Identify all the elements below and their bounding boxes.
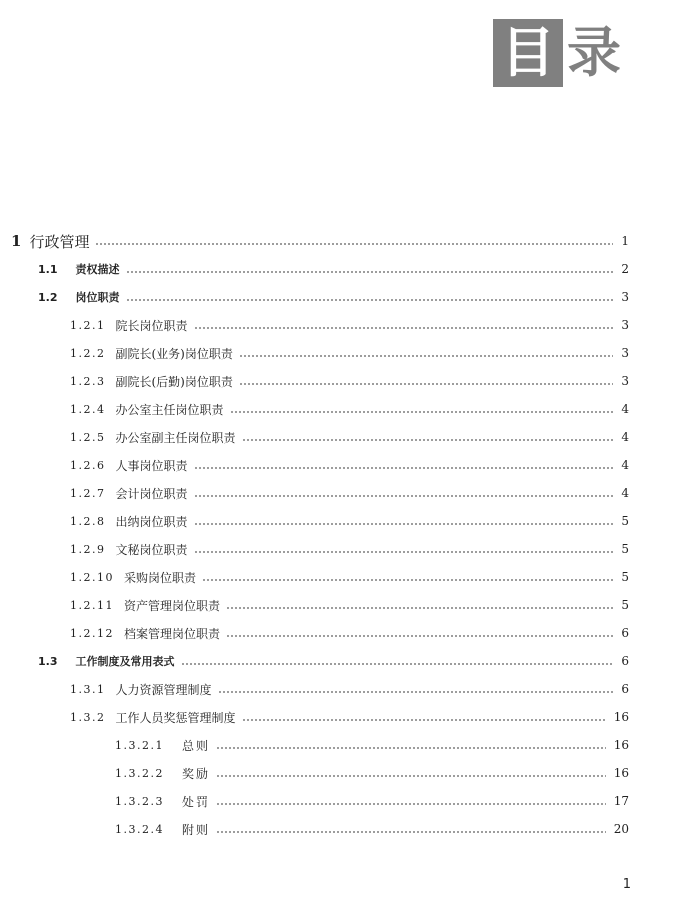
toc-entry-page: 16 xyxy=(613,766,629,780)
toc-entry[interactable] xyxy=(70,396,629,422)
toc-dot-leader xyxy=(242,439,613,441)
toc-entry-number: 1.2.9 xyxy=(70,542,106,556)
toc-entry[interactable] xyxy=(11,228,629,254)
toc-entry[interactable] xyxy=(38,648,629,674)
toc-entry[interactable] xyxy=(70,592,629,618)
toc-dot-leader xyxy=(194,523,613,525)
toc-entry-page: 6 xyxy=(621,626,629,640)
toc-entry-page: 3 xyxy=(621,374,629,388)
toc-entry-page: 1 xyxy=(621,234,629,248)
toc-entry[interactable] xyxy=(115,732,629,758)
toc-entry-number: 1.3.1 xyxy=(70,682,106,696)
toc-dot-leader xyxy=(216,775,606,777)
toc-entry-number: 1.2.7 xyxy=(70,486,106,500)
toc-entry[interactable] xyxy=(70,620,629,646)
toc-entry-number: 1.2.12 xyxy=(70,626,114,640)
toc-entry-page: 16 xyxy=(613,738,629,752)
toc-entry-title: 出纳岗位职责 xyxy=(115,514,188,529)
toc-entry[interactable] xyxy=(38,256,629,282)
toc-entry-title: 会计岗位职责 xyxy=(115,486,188,501)
toc-entry[interactable] xyxy=(38,284,629,310)
toc-entry-number: 1.2 xyxy=(38,290,58,304)
toc-entry-page: 4 xyxy=(621,402,629,416)
toc-entry-title: 行政管理 xyxy=(29,232,90,251)
toc-dot-leader xyxy=(194,551,613,553)
toc-entry[interactable] xyxy=(70,452,629,478)
toc-entry-title: 文秘岗位职责 xyxy=(115,542,188,557)
toc-title-boxed-char: 目 xyxy=(493,19,563,87)
toc-entry-title: 附则 xyxy=(181,822,210,837)
toc-entry-page: 3 xyxy=(621,318,629,332)
toc-entry-title: 总则 xyxy=(181,738,210,753)
toc-entry-number: 1.2.11 xyxy=(70,598,114,612)
toc-dot-leader xyxy=(230,411,613,413)
toc-entry-number: 1.2.3 xyxy=(70,374,106,388)
toc-entry[interactable] xyxy=(70,508,629,534)
toc-entry-number: 1.3.2.4 xyxy=(115,822,164,836)
toc-entry-title: 办公室副主任岗位职责 xyxy=(115,430,236,445)
toc-entry-number: 1.2.4 xyxy=(70,402,106,416)
toc-entry-page: 5 xyxy=(621,514,629,528)
toc-entry-title: 资产管理岗位职责 xyxy=(124,598,221,613)
toc-entry[interactable] xyxy=(70,564,629,590)
toc-entry-page: 5 xyxy=(621,570,629,584)
toc-entry-number: 1.1 xyxy=(38,262,58,276)
toc-entry-title: 副院长(业务)岗位职责 xyxy=(115,346,233,361)
toc-entry-title: 办公室主任岗位职责 xyxy=(115,402,224,417)
toc-entry[interactable] xyxy=(70,312,629,338)
toc-entry-number: 1.2.2 xyxy=(70,346,106,360)
toc-dot-leader xyxy=(194,495,613,497)
toc-entry-number: 1.3.2 xyxy=(70,710,106,724)
toc-entry-title: 责权描述 xyxy=(75,263,120,276)
toc-entry-number: 1 xyxy=(11,232,22,250)
toc-entry-title: 人事岗位职责 xyxy=(115,458,188,473)
toc-entry-title: 工作制度及常用表式 xyxy=(75,655,175,668)
toc-entry-page: 4 xyxy=(621,486,629,500)
toc-dot-leader xyxy=(218,691,613,693)
toc-entry-number: 1.3 xyxy=(38,654,58,668)
toc-entry-number: 1.3.2.3 xyxy=(115,794,164,808)
toc-entry-number: 1.2.8 xyxy=(70,514,106,528)
toc-dot-leader xyxy=(194,327,613,329)
toc-entry-page: 4 xyxy=(621,458,629,472)
toc-entry[interactable] xyxy=(70,340,629,366)
toc-dot-leader xyxy=(216,803,606,805)
toc-entry-title: 院长岗位职责 xyxy=(115,318,188,333)
toc-entry[interactable] xyxy=(115,760,629,786)
toc-entry[interactable] xyxy=(70,676,629,702)
toc-entry-page: 4 xyxy=(621,430,629,444)
toc-entry-page: 6 xyxy=(621,654,629,668)
toc-dot-leader xyxy=(226,607,613,609)
toc-entry[interactable] xyxy=(70,480,629,506)
toc-entry-page: 5 xyxy=(621,542,629,556)
page-number: 1 xyxy=(622,877,631,892)
toc-dot-leader xyxy=(126,271,614,273)
toc-entry-title: 副院长(后勤)岗位职责 xyxy=(115,374,233,389)
toc-dot-leader xyxy=(239,355,613,357)
toc-dot-leader xyxy=(216,831,606,833)
toc-entry[interactable] xyxy=(70,368,629,394)
toc-dot-leader xyxy=(126,299,614,301)
toc-dot-leader xyxy=(202,579,613,581)
toc-dot-leader xyxy=(216,747,606,749)
toc-title-char: 录 xyxy=(567,21,621,84)
toc-title xyxy=(493,19,621,87)
toc-dot-leader xyxy=(226,635,613,637)
toc-entry-title: 处罚 xyxy=(181,794,210,809)
toc-entry-number: 1.2.10 xyxy=(70,570,114,584)
toc-dot-leader xyxy=(181,663,614,665)
toc-entry-page: 20 xyxy=(613,822,629,836)
toc-dot-leader xyxy=(95,243,613,245)
toc-entry[interactable] xyxy=(115,816,629,842)
toc-entry-title: 工作人员奖惩管理制度 xyxy=(115,710,236,725)
toc-entry[interactable] xyxy=(115,788,629,814)
toc-entry-page: 5 xyxy=(621,598,629,612)
toc-dot-leader xyxy=(239,383,613,385)
toc-entry-page: 16 xyxy=(613,710,629,724)
toc-entry[interactable] xyxy=(70,424,629,450)
toc-entry-number: 1.2.6 xyxy=(70,458,106,472)
toc-entry-title: 奖励 xyxy=(181,766,210,781)
toc-entry-page: 3 xyxy=(621,290,629,304)
toc-entry-number: 1.2.5 xyxy=(70,430,106,444)
toc-entry-title: 档案管理岗位职责 xyxy=(124,626,221,641)
toc-entry[interactable] xyxy=(70,536,629,562)
toc-entry-title: 人力资源管理制度 xyxy=(115,682,212,697)
toc-entry-page: 17 xyxy=(613,794,629,808)
toc-dot-leader xyxy=(194,467,613,469)
toc-entry-number: 1.3.2.1 xyxy=(115,738,164,752)
toc-entry-title: 采购岗位职责 xyxy=(124,570,197,585)
toc-entry[interactable] xyxy=(70,704,629,730)
toc-entry-page: 2 xyxy=(621,262,629,276)
toc-entry-number: 1.3.2.2 xyxy=(115,766,164,780)
toc-entry-page: 6 xyxy=(621,682,629,696)
toc-dot-leader xyxy=(242,719,606,721)
toc-entry-page: 3 xyxy=(621,346,629,360)
toc-entry-title: 岗位职责 xyxy=(75,291,120,304)
toc-entry-number: 1.2.1 xyxy=(70,318,106,332)
